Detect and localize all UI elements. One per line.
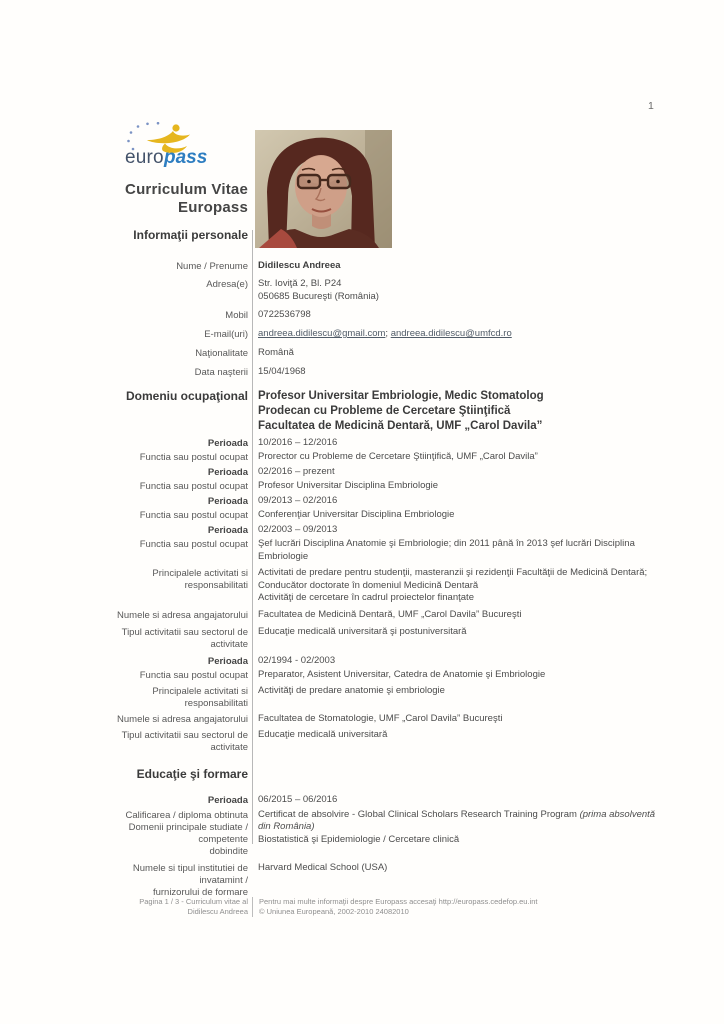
footer-copyright: © Uniunea Europeană, 2002-2010 24082010 — [259, 907, 409, 916]
field-label: Data naşterii — [194, 367, 248, 378]
field-label: Functia sau postul ocupat — [139, 452, 248, 463]
field-value: Profesor Universitar Embriologie, Medic Stomatolog Prodecan cu Probleme de Cercetare Ştiinţifică Facultatea de Medicină Dentară, UMF „Carol Davila” — [258, 390, 544, 432]
footer-author: Didilescu Andreea — [187, 907, 248, 916]
document-title — [100, 181, 248, 216]
field-value: 02/1994 - 02/2003 — [258, 654, 336, 666]
field-value: Activitati de predare pentru studenţii, masteranzii şi rezidenţii Facultăţii de Medicină Dentară; Conducător doctorate în domeniul Medicină Dentară Activităţi de cercetare în cadrul proiectelor finanţate — [258, 567, 648, 603]
field-label: Numele si adresa angajatorului — [117, 713, 248, 725]
section-heading: Domeniu ocupaţional — [125, 389, 248, 403]
section-heading: Informaţii personale — [133, 228, 248, 242]
title-line-2: Europass — [178, 198, 248, 216]
field-label: Perioada — [207, 467, 248, 478]
email-link[interactable]: andreea.didilescu@umfcd.ro — [390, 328, 512, 339]
field-label: Functia sau postul ocupat — [139, 539, 248, 550]
field-label: Perioada — [207, 496, 248, 507]
field-value: 15/04/1968 — [258, 366, 306, 377]
field-label: Functia sau postul ocupat — [139, 510, 248, 521]
field-label: Tipul activitatii sau sectorul de activitate — [121, 729, 248, 753]
cv-row — [100, 278, 660, 303]
field-label: Functia sau postul ocupat — [139, 481, 248, 492]
field-value: 02/2016 – prezent — [258, 466, 335, 477]
field-label: Perioada — [207, 655, 248, 667]
field-label: Perioada — [207, 525, 248, 536]
field-value: Str. Ioviţă 2, Bl. P24 050685 Bucureşti (România) — [258, 278, 379, 302]
field-value: 10/2016 – 12/2016 — [258, 437, 338, 448]
logo-text-euro: euro — [125, 147, 164, 168]
field-label: Adresa(e) — [206, 279, 248, 290]
footer-left — [100, 897, 248, 917]
field-label: Principalele activitati si responsabilitati — [152, 685, 248, 709]
page-footer — [100, 897, 660, 917]
cv-row — [100, 328, 660, 341]
cv-row — [100, 524, 660, 537]
field-value: Conferenţiar Universitar Disciplina Embriologie — [258, 509, 455, 520]
cv-row — [100, 729, 660, 754]
cv-row — [100, 794, 660, 807]
cv-row — [100, 655, 660, 668]
cv-row — [100, 669, 660, 682]
field-value: 06/2015 – 06/2016 — [258, 793, 338, 805]
footer-right — [252, 897, 537, 917]
field-label: Mobil — [225, 310, 248, 321]
section-row — [100, 767, 660, 791]
field-value: Prorector cu Probleme de Cercetare Ştiinţifică, UMF „Carol Davila” — [258, 451, 538, 462]
text-segment: Certificat de absolvire - Global Clinical Scholars Research Training Program — [258, 808, 580, 820]
cv-row — [100, 626, 660, 651]
field-value — [252, 328, 660, 341]
field-value: Educaţie medicală universitară — [258, 728, 388, 740]
field-label: E-mail(uri) — [204, 329, 248, 340]
field-value: Activităţi de predare anatomie şi embriologie — [258, 684, 445, 696]
cv-row — [100, 437, 660, 450]
section-heading: Educaţie şi formare — [136, 766, 248, 781]
field-value: Facultatea de Medicină Dentară, UMF „Carol Davila” Bucureşti — [258, 608, 522, 620]
text-segment: Didilescu Andreea — [258, 260, 341, 271]
footer-page-info: Pagina 1 / 3 - Curriculum vitae al — [139, 897, 248, 906]
cv-row — [100, 451, 660, 464]
cv-row — [100, 609, 660, 622]
field-label: Principalele activitati si responsabilitati — [152, 568, 248, 591]
field-value: Preparator, Asistent Universitar, Catedra de Anatomie şi Embriologie — [258, 668, 546, 680]
field-label: Tipul activitatii sau sectorul de activitate — [121, 626, 248, 650]
field-value: Harvard Medical School (USA) — [258, 861, 388, 873]
cv-row — [100, 538, 660, 563]
cv-row — [100, 809, 660, 858]
field-value: 0722536798 — [258, 309, 311, 320]
cv-row — [100, 366, 660, 379]
footer-europass-info: Pentru mai multe informaţii despre Europass accesaţi http://europass.cedefop.eu.int — [259, 897, 538, 906]
field-value: 09/2013 – 02/2016 — [258, 495, 338, 506]
cv-row — [100, 466, 660, 479]
cv-row — [100, 347, 660, 360]
field-label: Functia sau postul ocupat — [139, 669, 248, 681]
cv-body — [100, 228, 660, 899]
cv-row — [100, 480, 660, 493]
cv-row — [100, 260, 660, 273]
cv-row — [100, 509, 660, 522]
field-label: Nume / Prenume — [176, 261, 248, 272]
field-value: Şef lucrări Disciplina Anatomie şi Embriologie; din 2011 până în 2013 şef lucrări Disciplina Embriologie — [258, 538, 635, 562]
field-value: Profesor Universitar Disciplina Embriologie — [258, 480, 439, 491]
section-row — [100, 228, 660, 255]
field-label: Numele si adresa angajatorului — [117, 609, 248, 621]
section-row — [100, 389, 660, 434]
field-value: Certificat de absolvire - Global Clinical Scholars Research Training Program (prima absolventă din România) Biostatistică şi Epidemiologie / Cercetare clinică — [258, 808, 656, 845]
field-label: Calificarea / diploma obtinuta Domenii principale studiate / competente dobindite — [125, 809, 248, 857]
field-label: Perioada — [207, 794, 248, 806]
field-value — [252, 260, 660, 273]
cv-row — [100, 862, 660, 899]
field-value: Facultatea de Stomatologie, UMF „Carol Davila” Bucureşti — [258, 712, 503, 724]
field-label: Naţionalitate — [195, 348, 248, 359]
cv-row — [100, 713, 660, 726]
field-value: Română — [258, 347, 294, 358]
cv-row — [100, 567, 660, 605]
field-value: 02/2003 – 09/2013 — [258, 524, 338, 535]
field-label: Numele si tipul institutiei de invatamint / furnizorului de formare — [132, 862, 248, 898]
cv-row — [100, 495, 660, 508]
europass-logo — [112, 122, 246, 170]
text-segment: ; — [385, 328, 391, 339]
field-label: Perioada — [207, 438, 248, 449]
title-line-1: Curriculum Vitae — [125, 181, 248, 198]
cv-row — [100, 685, 660, 710]
column-divider — [252, 230, 253, 844]
logo-text-pass: pass — [164, 147, 208, 168]
email-link[interactable]: andreea.didilescu@gmail.com — [258, 328, 386, 339]
field-value: Educaţie medicală universitară şi postuniversitară — [258, 625, 467, 637]
page-number: 1 — [648, 100, 654, 112]
cv-row — [100, 309, 660, 322]
text-segment: (prima absolventă din România) — [258, 808, 656, 832]
